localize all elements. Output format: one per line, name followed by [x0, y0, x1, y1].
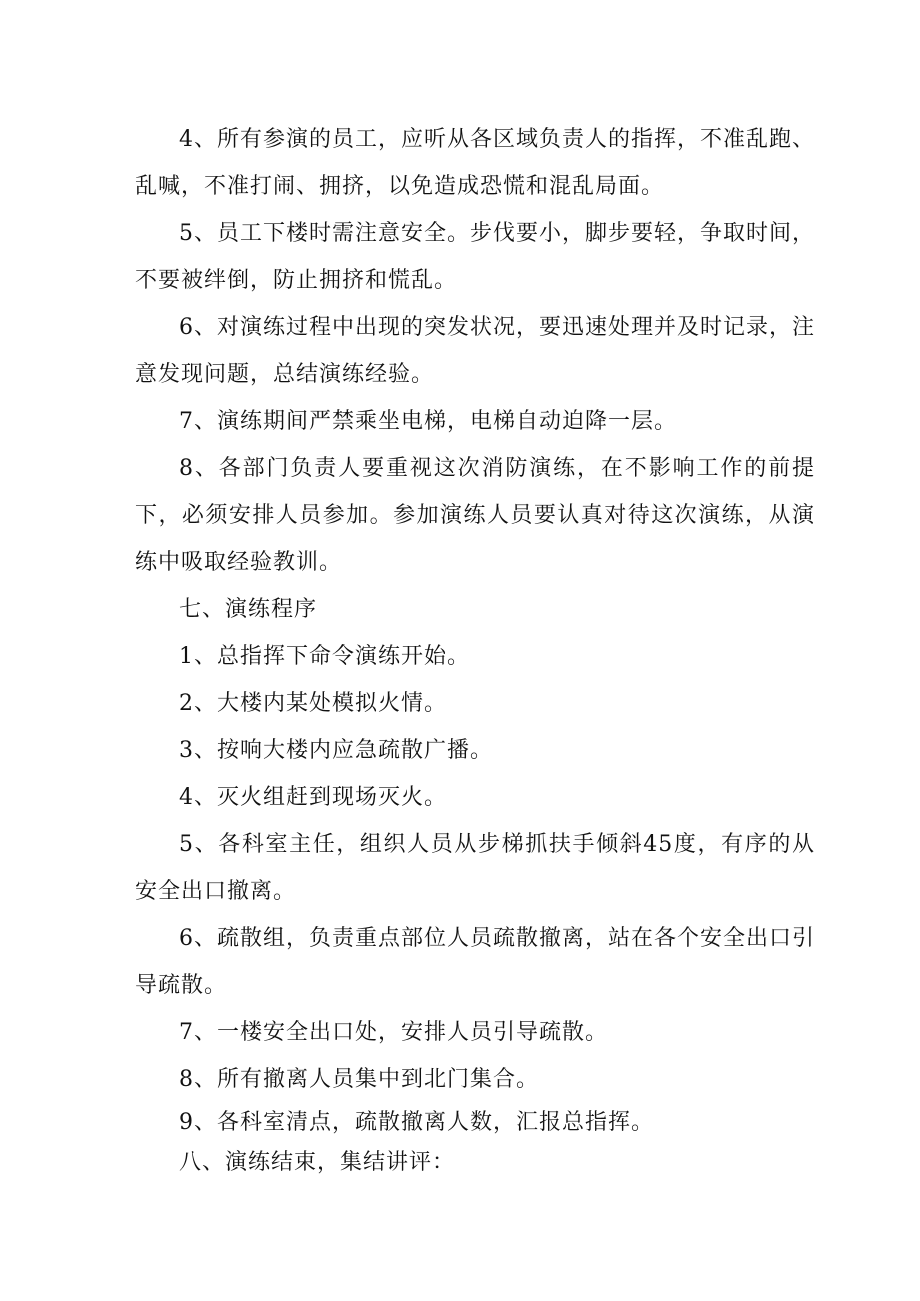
paragraph-item-5-stairs-safety: 5、员工下楼时需注意安全。步伐要小，脚步要轻，争取时间，不要被绊倒，防止拥挤和慌乱。	[135, 221, 815, 293]
procedure-step-2: 2、大楼内某处模拟火情。	[179, 691, 447, 716]
procedure-step-4: 4、灭火组赶到现场灭火。	[179, 785, 447, 810]
paragraph-item-4-participants: 4、所有参演的员工，应听从各区域负责人的指挥，不准乱跑、乱喊，不准打闹、拥挤，以免造成恐慌和混乱局面。	[135, 127, 815, 199]
paragraph-item-8-department-heads: 8、各部门负责人要重视这次消防演练，在不影响工作的前提下，必须安排人员参加。参加演练人员要认真对待这次演练，从演练中吸取经验教训。	[135, 456, 815, 575]
paragraph-item-6-incidents: 6、对演练过程中出现的突发状况，要迅速处理并及时记录，注意发现问题，总结演练经验。	[135, 315, 815, 387]
procedure-step-6: 6、疏散组，负责重点部位人员疏散撤离，站在各个安全出口引导疏散。	[135, 926, 815, 998]
document-body	[135, 116, 815, 1183]
procedure-step-5: 5、各科室主任，组织人员从步梯抓扶手倾斜45度，有序的从安全出口撤离。	[135, 832, 815, 904]
procedure-step-9: 9、各科室清点，疏散撤离人数，汇报总指挥。	[179, 1110, 654, 1135]
section-heading-drill-end: 八、演练结束，集结讲评：	[179, 1150, 456, 1175]
section-heading-drill-procedure: 七、演练程序	[179, 597, 318, 622]
procedure-step-8: 8、所有撤离人员集中到北门集合。	[179, 1067, 539, 1092]
paragraph-item-7-elevator: 7、演练期间严禁乘坐电梯，电梯自动迫降一层。	[179, 409, 677, 434]
procedure-step-7: 7、一楼安全出口处，安排人员引导疏散。	[179, 1020, 608, 1045]
procedure-step-1: 1、总指挥下命令演练开始。	[179, 644, 470, 669]
procedure-step-3: 3、按响大楼内应急疏散广播。	[179, 738, 493, 763]
